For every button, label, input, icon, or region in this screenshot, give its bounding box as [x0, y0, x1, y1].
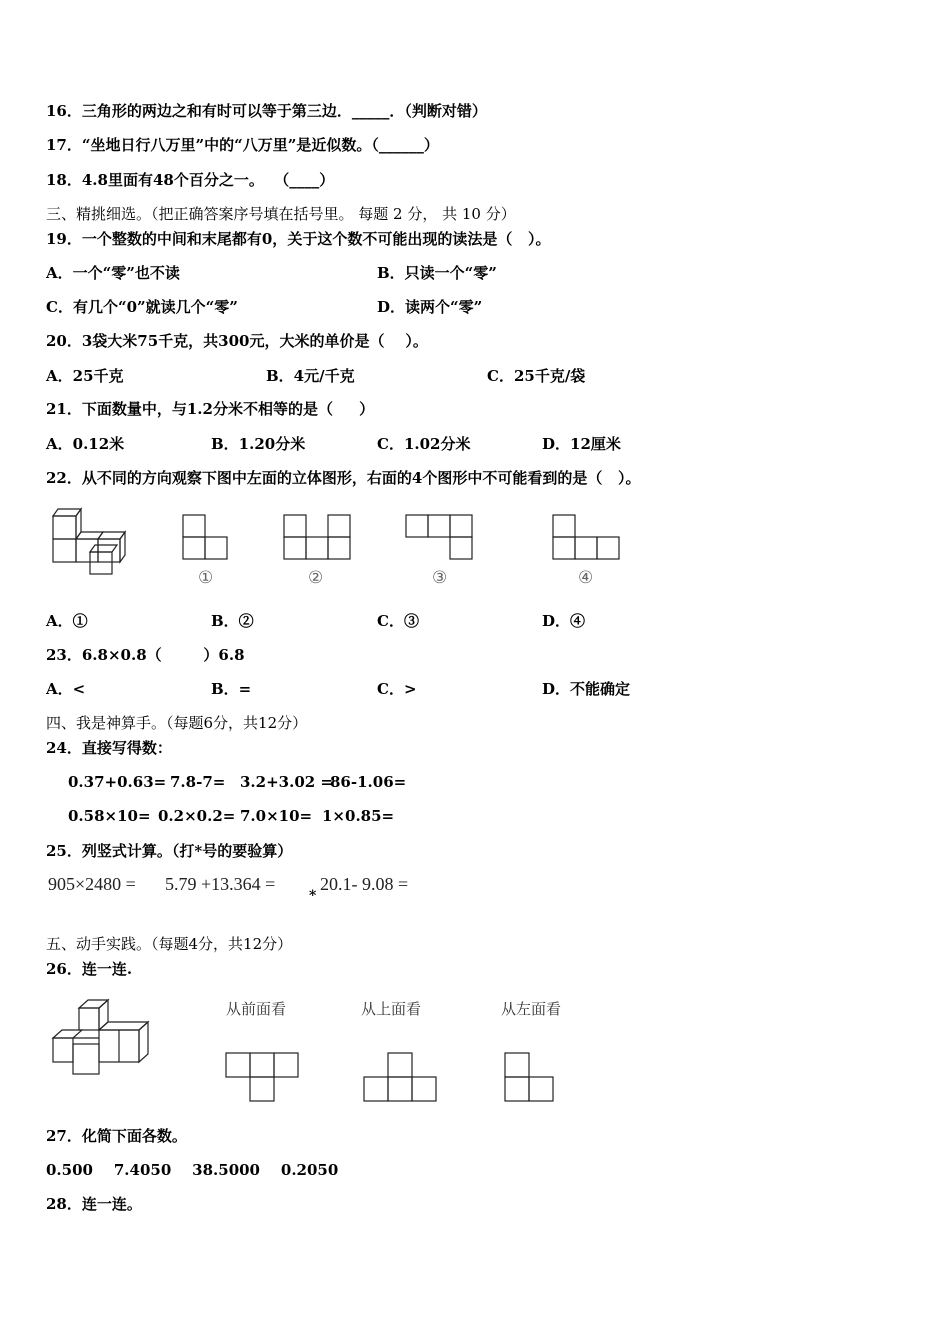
question-28-stem: 28．连一连。: [46, 1195, 142, 1213]
q24-expr: 86-1.06=: [330, 773, 407, 791]
question-26-stem: 26．连一连.: [46, 960, 133, 978]
q22-label-3: ③: [432, 568, 448, 587]
q22-label-4: ④: [578, 568, 594, 587]
q24-expr: 0.37+0.63=: [68, 773, 167, 791]
section-4-heading: 四、我是神算手。（每题6分，共12分）: [46, 714, 308, 732]
q22-solid-figure: [46, 502, 132, 578]
q26-view-label-front: 从前面看: [226, 1000, 287, 1018]
q22-view-4: [550, 512, 624, 564]
q22-view-1: [180, 512, 232, 564]
q22-label-1: ①: [198, 568, 214, 587]
question-25-stem: 25．列竖式计算。（打*号的要验算）: [46, 842, 293, 860]
q23-option-d: D．不能确定: [542, 680, 631, 698]
q22-option-c: C．③: [377, 612, 419, 630]
q20-option-b: B．4元/千克: [266, 367, 355, 385]
q21-option-d: D．12厘米: [542, 435, 621, 453]
q20-option-c: C．25千克/袋: [487, 367, 586, 385]
question-24-stem: 24．直接写得数：: [46, 739, 172, 757]
q19-option-a: A．一个“零”也不读: [46, 264, 180, 282]
question-27-stem: 27．化简下面各数。: [46, 1127, 187, 1145]
section-5-heading: 五、动手实践。（每题4分，共12分）: [46, 935, 293, 953]
q22-option-d: D．④: [542, 612, 586, 630]
q24-expr: 7.8-7=: [170, 773, 226, 791]
q21-option-a: A．0.12米: [46, 435, 125, 453]
q25-star-mark: *: [309, 888, 317, 904]
q22-option-b: B．②: [211, 612, 254, 630]
q24-expr: 1×0.85=: [322, 807, 395, 825]
question-22-stem: 22．从不同的方向观察下图中左面的立体图形，右面的4个图形中不可能看到的是（ ）。: [46, 469, 641, 487]
q20-option-a: A．25千克: [46, 367, 124, 385]
q24-expr: 7.0×10=: [240, 807, 313, 825]
q23-option-c: C．>: [377, 680, 417, 698]
q19-option-c: C．有几个“0”就读几个“零”: [46, 298, 238, 316]
question-21-stem: 21．下面数量中，与1.2分米不相等的是（ ）: [46, 400, 375, 418]
q26-view-label-left: 从左面看: [501, 1000, 562, 1018]
question-18: 18．4.8里面有48个百分之一。 （____）: [46, 171, 335, 189]
q27-numbers: 0.500 7.4050 38.5000 0.2050: [46, 1161, 339, 1179]
q25-expr: 5.79 +13.364 =: [165, 874, 276, 894]
section-3-heading: 三、精挑细选。（把正确答案序号填在括号里。 每题 2 分， 共 10 分）: [46, 205, 516, 223]
q26-view-label-top: 从上面看: [361, 1000, 422, 1018]
question-19-stem: 19．一个整数的中间和末尾都有0，关于这个数不可能出现的读法是（ ）。: [46, 230, 551, 248]
q25-expr: 20.1- 9.08 =: [320, 874, 409, 894]
q19-option-b: B．只读一个“零”: [377, 264, 497, 282]
q26-view-shape-3: [500, 1050, 560, 1104]
q24-expr: 0.2×0.2=: [158, 807, 236, 825]
q23-option-a: A．<: [46, 680, 86, 698]
q23-option-b: B．=: [211, 680, 252, 698]
q24-expr: 3.2+3.02 =: [240, 773, 333, 791]
question-23-stem: 23．6.8×0.8（ ）6.8: [46, 646, 245, 664]
q22-view-3: [403, 512, 477, 564]
q21-option-c: C．1.02分米: [377, 435, 471, 453]
question-17: 17．“坐地日行八万里”中的“八万里”是近似数。（______）: [46, 136, 439, 154]
question-16: 16．三角形的两边之和有时可以等于第三边．_____．（判断对错）: [46, 102, 487, 120]
q26-solid-figure: [48, 996, 158, 1080]
q26-view-shape-2: [360, 1050, 442, 1104]
q22-view-2: [281, 512, 355, 564]
q24-expr: 0.58×10=: [68, 807, 151, 825]
q22-option-a: A．①: [46, 612, 88, 630]
q25-expr: 905×2480 =: [48, 874, 136, 894]
q26-view-shape-1: [222, 1050, 304, 1104]
q21-option-b: B．1.20分米: [211, 435, 306, 453]
q19-option-d: D．读两个“零”: [377, 298, 483, 316]
q22-label-2: ②: [308, 568, 324, 587]
question-20-stem: 20．3袋大米75千克，共300元，大米的单价是（ ）。: [46, 332, 428, 350]
